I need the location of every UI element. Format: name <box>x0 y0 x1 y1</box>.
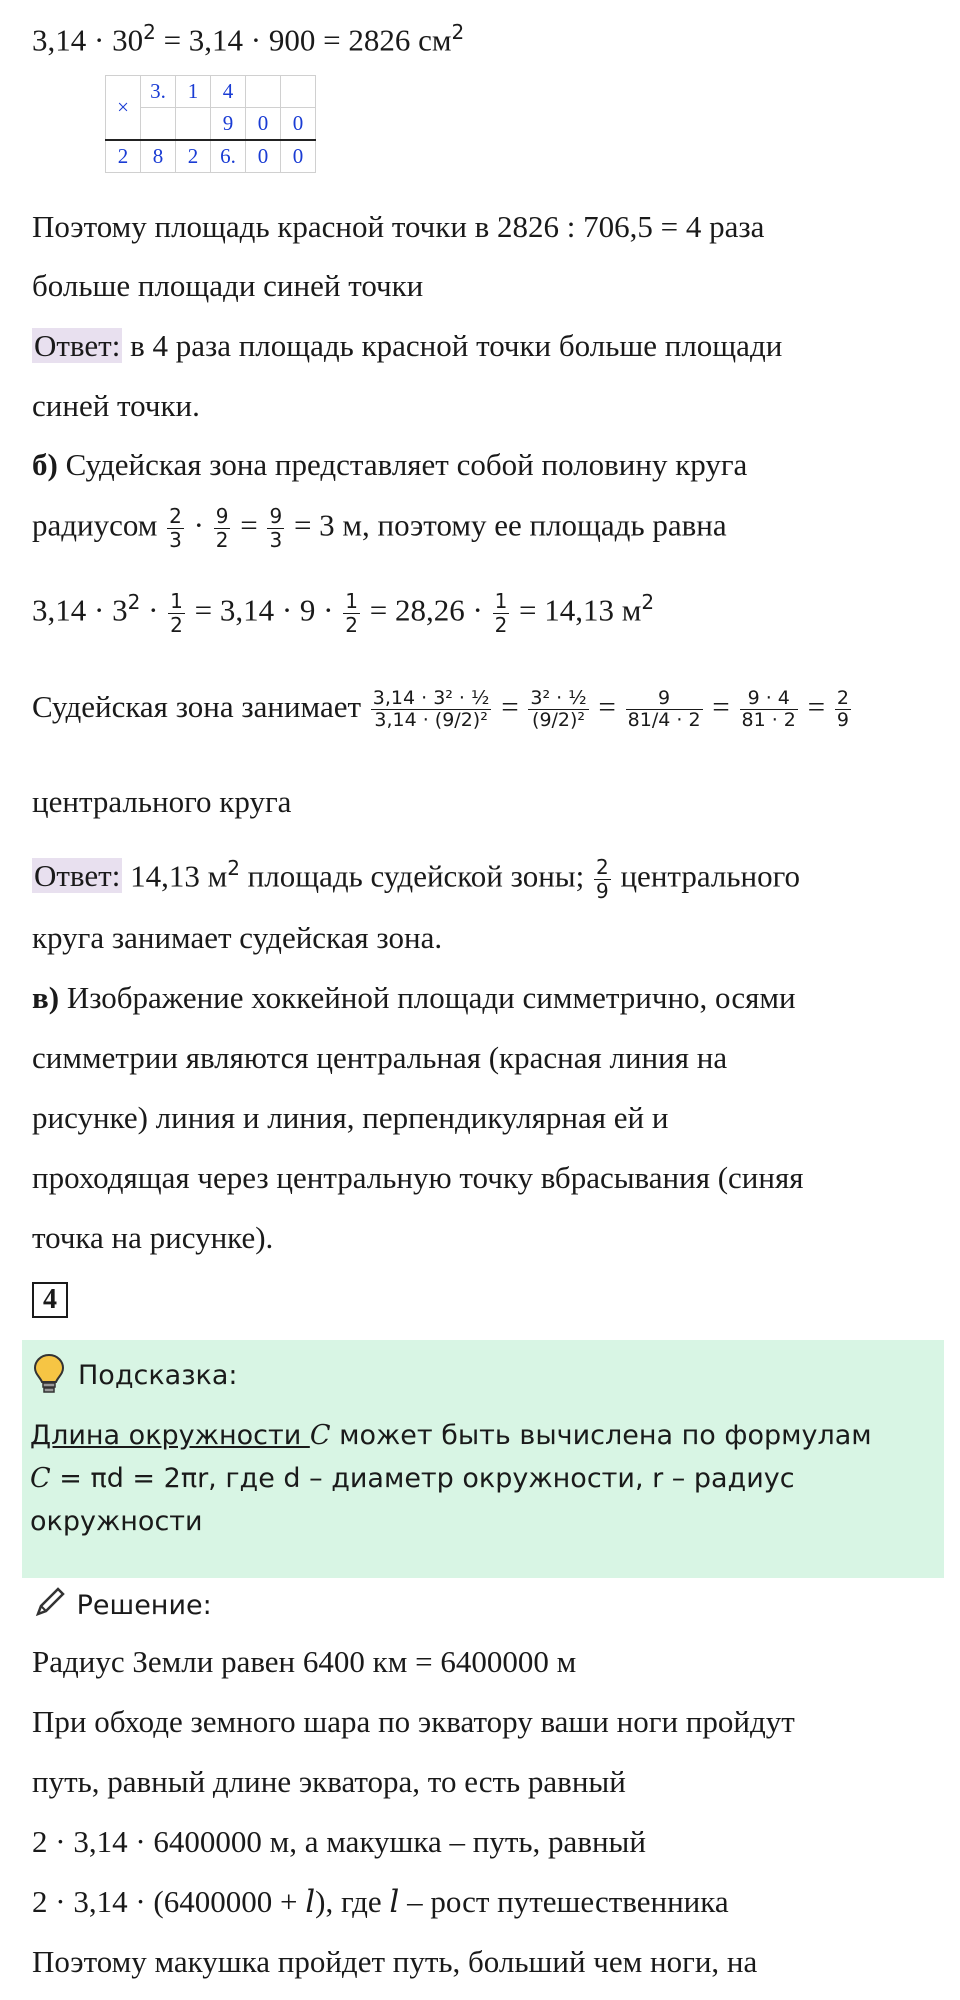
var: C <box>309 1420 331 1451</box>
eq-exp: 2 <box>143 20 156 44</box>
fraction <box>167 505 184 552</box>
denominator: 3 <box>169 528 182 552</box>
pencil-icon <box>32 1584 68 1620</box>
paragraph: круга занимает судейская зона. <box>32 920 443 955</box>
var: l <box>389 1884 400 1920</box>
numerator: 9 · 4 <box>740 688 798 711</box>
var: C <box>30 1463 51 1494</box>
part-b-line <box>32 445 747 485</box>
paragraph: Судейская зона представляет собой половину круга <box>57 447 748 482</box>
multiplication-table <box>105 75 316 173</box>
text: = 3,14 · 9 · <box>186 592 342 628</box>
hint-title: Подсказка: <box>78 1360 238 1391</box>
text: – рост путешественника <box>399 1884 729 1919</box>
paragraph: центрального круга <box>32 784 292 819</box>
fraction <box>343 590 360 637</box>
fraction <box>267 505 284 552</box>
paragraph: При обходе земного шара по экватору ваши ноги пройдут <box>32 1704 795 1739</box>
fraction <box>594 856 611 903</box>
part-label: в) <box>32 980 60 1015</box>
paragraph: Радиус Земли равен 6400 км = 6400000 м <box>32 1644 577 1679</box>
paragraph: Поэтому макушка пройдет путь, больший чем ноги, на <box>32 1944 758 1979</box>
mult-cell: 0 <box>281 140 316 173</box>
denominator: 2 <box>494 612 508 637</box>
hint-box <box>22 1340 944 1578</box>
numerator: 9 <box>269 504 283 528</box>
text: ), где <box>315 1884 390 1919</box>
fraction <box>740 688 798 733</box>
equation-top <box>32 12 464 60</box>
text: центрального <box>612 858 801 894</box>
numerator: 3² · ½ <box>530 686 587 709</box>
denominator: 81/4 · 2 <box>627 709 701 732</box>
term: Длина окружности <box>30 1420 310 1451</box>
text: · <box>140 592 167 628</box>
text: окружности <box>30 1506 203 1537</box>
answer-label: Ответ: <box>34 328 121 363</box>
denominator: 9 <box>595 878 609 903</box>
answer-label: Ответ: <box>34 858 121 894</box>
text: Судейская зона занимает <box>32 689 369 724</box>
radius-line <box>32 505 727 552</box>
var: l <box>305 1884 316 1920</box>
numerator: 2 <box>836 686 849 709</box>
mult-cell: 1 <box>176 76 211 108</box>
part-label: б) <box>32 447 58 482</box>
numerator: 3,14 · 3² · ½ <box>372 686 490 709</box>
mult-cell: 2 <box>106 140 141 173</box>
fraction <box>371 688 492 733</box>
paragraph: проходящая через центральную точку вбрасывания (синяя <box>32 1160 804 1195</box>
denominator: 3 <box>269 528 283 552</box>
denominator: 2 <box>170 612 183 637</box>
mult-cell: 0 <box>246 140 281 173</box>
mult-cell: 0 <box>281 108 316 141</box>
paragraph: Поэтому площадь красной точки в 2826 : 706,5 = 4 раза <box>32 209 765 244</box>
paragraph: рисунке) линия и линия, перпендикулярная ей и <box>32 1100 669 1135</box>
paragraph: симметрии являются центральная (красная линия на <box>32 1040 728 1075</box>
hint-text <box>30 1414 872 1543</box>
mult-cell <box>246 76 281 108</box>
numerator: 9 <box>215 504 229 528</box>
answer-line <box>32 326 782 366</box>
text: может быть вычислена по формулам <box>330 1420 872 1451</box>
answer-line <box>32 848 800 903</box>
numerator: 1 <box>170 588 183 613</box>
denominator: 9 <box>836 709 849 732</box>
denominator: 2 <box>345 612 358 637</box>
exponent: 2 <box>641 590 655 614</box>
fraction <box>528 688 588 733</box>
paragraph: синей точки. <box>32 388 200 423</box>
exponent: 2 <box>127 590 141 614</box>
text: 14,13 м <box>122 858 228 894</box>
text: · <box>185 507 212 543</box>
text: = <box>232 507 266 543</box>
text: площадь судейской зоны; <box>239 858 592 894</box>
fraction <box>493 590 510 637</box>
mult-cell: 4 <box>211 76 246 108</box>
area-line <box>32 582 654 637</box>
paragraph: 2 · 3,14 · 6400000 м, а макушка – путь, равный <box>32 1824 646 1859</box>
solution-header <box>32 1584 212 1621</box>
numerator: 1 <box>494 588 508 613</box>
mult-cell <box>281 76 316 108</box>
text: = 3 м, поэтому ее площадь равна <box>286 507 727 543</box>
text: радиусом <box>32 507 166 543</box>
text: = πd = 2πr, где d – диаметр окружности, r – радиус <box>50 1463 795 1494</box>
fraction <box>835 688 851 733</box>
mult-cell: 2 <box>176 140 211 173</box>
text: 2 · 3,14 · (6400000 + <box>32 1884 306 1919</box>
multiply-sign: × <box>106 76 141 141</box>
lightbulb-icon <box>32 1352 66 1394</box>
fraction <box>168 590 185 637</box>
mult-cell: 6. <box>211 140 246 173</box>
numerator: 2 <box>169 504 182 528</box>
eq-rest: = 3,14 · 900 = 2826 см <box>155 22 452 58</box>
ratio-line: Судейская зона занимает $\frac{\text{3,14 · 3² · ½}}{\text{3,14 · (9/2)²}}$ = $\frac{\text{3² · ½}}{\text{(9/2)²}}$ = $\frac{9}{81/4 \cdot 2}$ = $\frac{9 \cdot 4}{81 \cdot 2}$ = $\frac{2}{9}$ <box>32 686 849 732</box>
mult-cell: 9 <box>211 108 246 141</box>
numerator: 2 <box>595 854 609 879</box>
denominator: (9/2)² <box>532 709 586 732</box>
paragraph: путь, равный длине экватора, то есть равный <box>32 1764 626 1799</box>
denominator: 81 · 2 <box>741 709 796 732</box>
eq-lhs: 3,14 · 30 <box>32 22 144 58</box>
exponent: 2 <box>227 856 240 880</box>
paragraph <box>32 1882 729 1922</box>
text: 3,14 · 3 <box>32 592 128 628</box>
paragraph: точка на рисунке). <box>32 1220 274 1255</box>
paragraph: больше площади синей точки <box>32 268 424 303</box>
numerator: 1 <box>345 588 358 613</box>
text: = 14,13 м <box>511 592 642 628</box>
eq-unit-exp: 2 <box>451 20 465 44</box>
answer-text: в 4 раза площадь красной точки больше площади <box>122 328 783 363</box>
paragraph: Изображение хоккейной площади симметрично, осями <box>59 980 796 1015</box>
fraction <box>626 688 703 733</box>
denominator: 2 <box>215 528 229 552</box>
part-c-line <box>32 978 796 1018</box>
fraction <box>214 505 231 552</box>
denominator: 3,14 · (9/2)² <box>374 709 488 732</box>
mult-cell: 3. <box>141 76 176 108</box>
text: = 28,26 · <box>362 592 491 628</box>
solution-title: Решение: <box>76 1590 212 1621</box>
numerator: 9 <box>626 688 703 711</box>
mult-cell: 0 <box>246 108 281 141</box>
task-number: 4 <box>32 1282 68 1318</box>
mult-cell <box>176 108 211 141</box>
mult-cell <box>141 108 176 141</box>
mult-cell: 8 <box>141 140 176 173</box>
